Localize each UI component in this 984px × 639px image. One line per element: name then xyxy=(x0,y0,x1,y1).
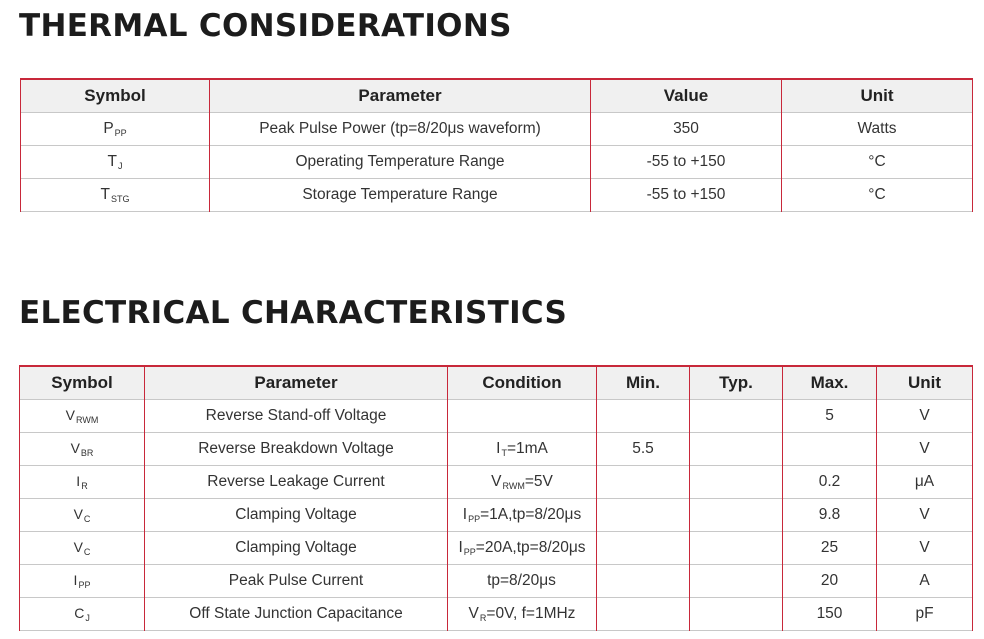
condition-prefix: I xyxy=(458,539,463,556)
symbol-subscript: C xyxy=(83,547,91,557)
symbol-subscript: RWM xyxy=(76,415,99,425)
electrical-table xyxy=(19,365,973,631)
symbol-subscript: C xyxy=(83,514,91,524)
header-min: Min. xyxy=(597,366,690,400)
parameter-cell: Peak Pulse Power (tp=8/20μs waveform) xyxy=(210,113,591,146)
condition-subscript: PP xyxy=(468,514,481,524)
symbol-subscript: PP xyxy=(114,128,127,138)
condition-cell xyxy=(448,532,597,565)
thermal-table xyxy=(20,78,973,212)
symbol-cell xyxy=(21,113,210,146)
condition-suffix: =1A,tp=8/20μs xyxy=(480,506,582,523)
table-row xyxy=(20,565,973,598)
symbol-letter: T xyxy=(100,186,110,203)
parameter-cell: Reverse Leakage Current xyxy=(145,466,448,499)
max-cell: 5 xyxy=(783,400,877,433)
condition-suffix: =5V xyxy=(524,473,553,490)
table-header-row xyxy=(20,366,973,400)
unit-cell: Watts xyxy=(782,113,973,146)
condition-subscript: T xyxy=(501,448,507,458)
unit-cell: V xyxy=(877,433,973,466)
min-cell xyxy=(597,400,690,433)
table-row xyxy=(20,598,973,631)
header-unit: Unit xyxy=(782,79,973,113)
condition-cell xyxy=(448,499,597,532)
condition-prefix: V xyxy=(491,473,502,490)
electrical-section-title: ELECTRICAL CHARACTERISTICS xyxy=(19,295,568,331)
typ-cell xyxy=(690,598,783,631)
parameter-cell: Clamping Voltage xyxy=(145,499,448,532)
condition-prefix: I xyxy=(462,506,468,523)
table-row xyxy=(21,146,973,179)
unit-cell: A xyxy=(877,565,973,598)
symbol-cell xyxy=(20,466,145,499)
unit-cell: pF xyxy=(877,598,973,631)
symbol-letter: V xyxy=(73,506,83,522)
symbol-cell xyxy=(20,400,145,433)
unit-cell: V xyxy=(877,400,973,433)
condition-suffix: =1mA xyxy=(506,440,548,457)
symbol-subscript: STG xyxy=(110,194,130,204)
table-row xyxy=(21,113,973,146)
header-typ: Typ. xyxy=(690,366,783,400)
parameter-cell: Operating Temperature Range xyxy=(210,146,591,179)
symbol-letter: V xyxy=(65,407,75,423)
parameter-cell: Clamping Voltage xyxy=(145,532,448,565)
header-parameter: Parameter xyxy=(210,79,591,113)
symbol-cell xyxy=(20,532,145,565)
header-unit: Unit xyxy=(877,366,973,400)
symbol-cell xyxy=(21,179,210,212)
symbol-letter: V xyxy=(70,440,80,456)
symbol-letter: T xyxy=(107,153,117,170)
table-row xyxy=(21,179,973,212)
header-max: Max. xyxy=(783,366,877,400)
max-cell: 0.2 xyxy=(783,466,877,499)
unit-cell: μA xyxy=(877,466,973,499)
parameter-cell: Reverse Breakdown Voltage xyxy=(145,433,448,466)
symbol-letter: I xyxy=(73,572,78,588)
unit-cell: V xyxy=(877,532,973,565)
parameter-cell: Off State Junction Capacitance xyxy=(145,598,448,631)
table-row xyxy=(20,400,973,433)
table-row xyxy=(20,466,973,499)
header-condition: Condition xyxy=(448,366,597,400)
condition-prefix: V xyxy=(468,605,479,622)
condition-prefix: I xyxy=(496,440,501,457)
condition-subscript: RWM xyxy=(502,481,525,491)
symbol-letter: V xyxy=(73,539,83,555)
symbol-cell xyxy=(21,146,210,179)
symbol-subscript: PP xyxy=(78,580,91,590)
header-symbol: Symbol xyxy=(21,79,210,113)
typ-cell xyxy=(690,565,783,598)
min-cell xyxy=(597,499,690,532)
symbol-letter: C xyxy=(74,605,85,621)
typ-cell xyxy=(690,433,783,466)
condition-cell xyxy=(448,565,597,598)
symbol-subscript: BR xyxy=(80,448,94,458)
condition-cell xyxy=(448,466,597,499)
unit-cell: °C xyxy=(782,179,973,212)
max-cell: 150 xyxy=(783,598,877,631)
typ-cell xyxy=(690,532,783,565)
parameter-cell: Storage Temperature Range xyxy=(210,179,591,212)
min-cell xyxy=(597,466,690,499)
thermal-section-title: THERMAL CONSIDERATIONS xyxy=(19,8,512,44)
parameter-cell: Reverse Stand-off Voltage xyxy=(145,400,448,433)
symbol-cell xyxy=(20,598,145,631)
value-cell: -55 to +150 xyxy=(591,146,782,179)
condition-subscript: R xyxy=(479,613,487,623)
condition-prefix: tp=8/20μs xyxy=(487,572,556,589)
max-cell: 20 xyxy=(783,565,877,598)
condition-suffix: =0V, f=1MHz xyxy=(486,605,576,622)
max-cell: 25 xyxy=(783,532,877,565)
symbol-subscript: J xyxy=(117,161,123,171)
table-row xyxy=(20,433,973,466)
condition-suffix: =20A,tp=8/20μs xyxy=(475,539,586,556)
table-row xyxy=(20,532,973,565)
max-cell: 9.8 xyxy=(783,499,877,532)
typ-cell xyxy=(690,499,783,532)
max-cell xyxy=(783,433,877,466)
symbol-cell xyxy=(20,565,145,598)
symbol-subscript: R xyxy=(81,481,88,491)
header-value: Value xyxy=(591,79,782,113)
table-header-row xyxy=(21,79,973,113)
unit-cell: °C xyxy=(782,146,973,179)
condition-cell xyxy=(448,400,597,433)
typ-cell xyxy=(690,400,783,433)
condition-subscript: PP xyxy=(463,547,476,557)
condition-cell xyxy=(448,598,597,631)
condition-cell xyxy=(448,433,597,466)
symbol-subscript: J xyxy=(85,613,90,623)
min-cell xyxy=(597,532,690,565)
parameter-cell: Peak Pulse Current xyxy=(145,565,448,598)
header-parameter: Parameter xyxy=(145,366,448,400)
unit-cell: V xyxy=(877,499,973,532)
min-cell: 5.5 xyxy=(597,433,690,466)
table-row xyxy=(20,499,973,532)
symbol-letter: P xyxy=(103,120,114,137)
symbol-cell xyxy=(20,499,145,532)
min-cell xyxy=(597,598,690,631)
value-cell: -55 to +150 xyxy=(591,179,782,212)
symbol-cell xyxy=(20,433,145,466)
header-symbol: Symbol xyxy=(20,366,145,400)
symbol-letter: I xyxy=(76,473,81,489)
min-cell xyxy=(597,565,690,598)
value-cell: 350 xyxy=(591,113,782,146)
typ-cell xyxy=(690,466,783,499)
